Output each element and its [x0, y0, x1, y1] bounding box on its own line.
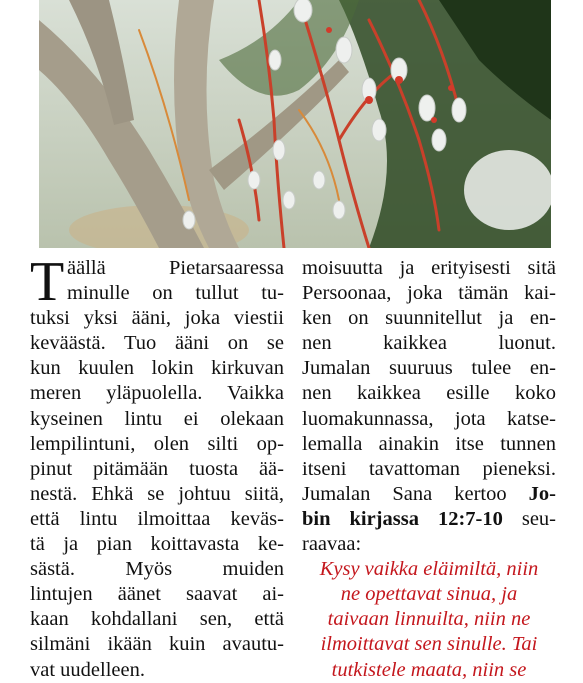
article-line: pinut pitämään tuosta ää- — [30, 457, 284, 480]
scripture-reference-line: Jumalan Sana kertoo Jo- — [302, 482, 556, 505]
scripture-reference-bold: bin kirjassa 12:7-10 — [302, 507, 503, 530]
article-line: lempilintuni, olen silti op- — [30, 432, 284, 455]
scripture-quote — [302, 557, 556, 682]
article-left-column — [30, 251, 284, 683]
article-line: silmäni ikään kuin avautu- — [30, 633, 284, 656]
article-line: Persoonaa, joka tämän kai- — [302, 282, 556, 305]
article-line: vat uudelleen. — [30, 658, 145, 681]
article-line: kaan kohdallani sen, että — [30, 608, 284, 631]
article-line: luomakunnassa, jota katse- — [302, 407, 556, 430]
article-line: tä ja pian koittavasta ke- — [30, 533, 284, 556]
pussy-willow-photo — [39, 0, 551, 248]
article-line: että lintu ilmoittaa keväs- — [30, 507, 284, 530]
article-line: ken on suunnitellut ja en- — [302, 307, 556, 330]
quote-line: ilmoittavat sen sinulle. Tai — [320, 633, 538, 656]
article-line: nestä. Ehkä se johtuu siitä, — [30, 482, 284, 505]
scripture-reference-bold: Jo- — [528, 482, 556, 505]
article-line: tuksi yksi ääni, joka viestii — [30, 307, 284, 330]
drop-cap: T — [30, 251, 65, 313]
article-line: itseni tavattoman pieneksi. — [302, 457, 556, 480]
article-line: moisuutta ja erityisesti sitä — [302, 257, 556, 279]
scripture-reference-line: bin kirjassa 12:7-10 seu- — [302, 507, 556, 530]
article-line: kyseinen lintu ei olekaan — [30, 407, 284, 430]
article-line: lintujen äänet saavat ai- — [30, 583, 284, 606]
article-line: raavaa: — [302, 533, 362, 556]
quote-line: tutkistele maata, niin se — [331, 658, 527, 681]
article-right-column — [302, 256, 556, 683]
article-line: nen kaikkea esille koko — [302, 382, 556, 405]
article-line: meren yläpuolella. Vaikka — [30, 382, 284, 405]
article-line: minulle on tullut tu- — [67, 282, 284, 305]
article-line: Jumalan suuruus tulee en- — [302, 357, 556, 380]
quote-line: ne opettavat sinua, ja — [340, 583, 518, 606]
article-line: nen kaikkea luonut. — [302, 332, 556, 355]
article-line: äällä Pietarsaaressa — [67, 257, 284, 279]
article-line: kun kuulen lokin kirkuvan — [30, 357, 284, 380]
article-line: sästä. Myös muiden — [30, 558, 284, 581]
article-line: lemalla ainakin itse tunnen — [302, 432, 556, 455]
article-line: keväästä. Tuo ääni on se — [30, 332, 284, 355]
quote-line: taivaan linnuilta, niin ne — [327, 608, 531, 631]
quote-line: Kysy vaikka eläimiltä, niin — [319, 558, 539, 581]
